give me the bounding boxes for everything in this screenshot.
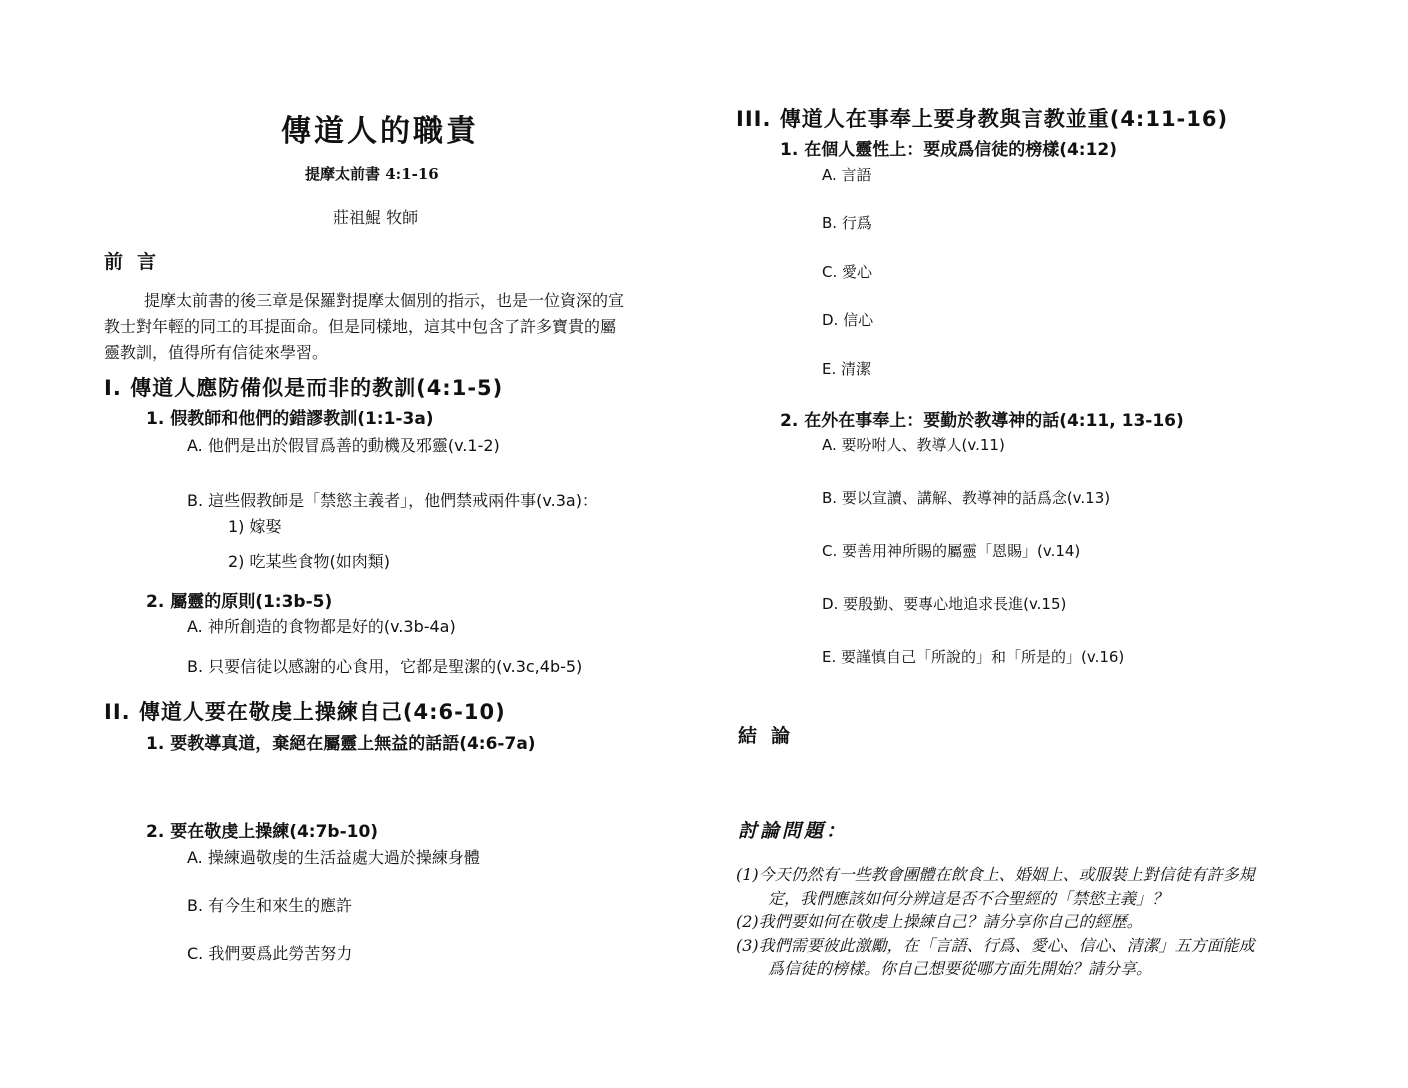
section-3-point-2-a: A. 要吩咐人、教導人(v.11) [822, 436, 1005, 454]
section-3-point-2-e: E. 要謹慎自己「所說的」和「所是的」(v.16) [822, 648, 1125, 666]
section-1-title: I. 傳道人應防備似是而非的教訓(4:1-5) [104, 376, 504, 400]
section-1-point-1-b-2: 2) 吃某些食物(如肉類) [228, 552, 390, 571]
section-2-title: II. 傳道人要在敬虔上操練自己(4:6-10) [104, 700, 506, 724]
author: 莊祖鯤 牧師 [333, 208, 419, 227]
section-1-point-1-b-1: 1) 嫁娶 [228, 517, 282, 536]
section-1-point-1-a: A. 他們是出於假冒爲善的動機及邪靈(v.1-2) [187, 436, 500, 455]
section-2-point-2: 2. 要在敬虔上操練(4:7b-10) [146, 822, 379, 842]
question-3-line-2: 爲信徒的榜樣。你自己想要從哪方面先開始？請分享。 [768, 959, 1153, 978]
section-3-point-2-b: B. 要以宣讀、講解、教導神的話爲念(v.13) [822, 489, 1111, 507]
section-3-point-1-c: C. 愛心 [822, 263, 873, 281]
scripture-reference: 提摩太前書 4:1-16 [305, 165, 439, 183]
section-1-point-1: 1. 假教師和他們的錯謬教訓(1:1-3a) [146, 409, 434, 429]
section-3-point-2-c: C. 要善用神所賜的屬靈「恩賜」(v.14) [822, 542, 1081, 560]
section-2-point-2-c: C. 我們要爲此勞苦努力 [187, 944, 353, 963]
question-1-line-2: 定，我們應該如何分辨這是否不合聖經的「禁慾主義」？ [768, 889, 1169, 908]
section-1-point-2: 2. 屬靈的原則(1:3b-5) [146, 592, 333, 612]
intro-line-1: 提摩太前書的後三章是保羅對提摩太個別的指示，也是一位資深的宣 [144, 291, 625, 310]
section-3-title: III. 傳道人在事奉上要身教與言教並重(4:11-16) [736, 107, 1229, 131]
question-2: (2)我們要如何在敬虔上操練自己？請分享你自己的經歷。 [736, 912, 1143, 931]
section-1-point-2-b: B. 只要信徒以感謝的心食用，它都是聖潔的(v.3c,4b-5) [187, 657, 583, 676]
section-2-point-1: 1. 要教導真道，棄絕在屬靈上無益的話語(4:6-7a) [146, 734, 536, 754]
section-2-point-2-a: A. 操練過敬虔的生活益處大過於操練身體 [187, 848, 480, 867]
section-3-point-1-e: E. 清潔 [822, 360, 872, 378]
section-3-point-1-a: A. 言語 [822, 166, 872, 184]
section-2-point-2-b: B. 有今生和來生的應許 [187, 896, 353, 915]
section-3-point-1-d: D. 信心 [822, 311, 874, 329]
intro-line-2: 教士對年輕的同工的耳提面命。但是同樣地，這其中包含了許多寶貴的屬 [104, 317, 617, 336]
intro-paragraph [104, 288, 684, 366]
intro-heading: 前言 [104, 251, 171, 273]
section-3-point-1-b: B. 行爲 [822, 214, 872, 232]
section-3-point-1: 1. 在個人靈性上：要成爲信徒的榜樣(4:12) [780, 140, 1118, 160]
question-3-line-1: (3)我們需要彼此激勵，在「言語、行爲、愛心、信心、清潔」五方面能成 [736, 936, 1255, 955]
section-1-point-2-a: A. 神所創造的食物都是好的(v.3b-4a) [187, 617, 456, 636]
conclusion-heading: 結論 [738, 725, 805, 747]
section-3-point-2-d: D. 要殷勤、要專心地追求長進(v.15) [822, 595, 1067, 613]
question-1-line-1: (1)今天仍然有一些教會團體在飲食上、婚姻上、或服裝上對信徒有許多規 [736, 865, 1255, 884]
page-title: 傳道人的職責 [281, 114, 479, 149]
discussion-heading: 討論問題： [738, 820, 849, 842]
intro-line-3: 靈教訓，值得所有信徒來學習。 [104, 343, 329, 362]
section-1-point-1-b: B. 這些假教師是「禁慾主義者」，他們禁戒兩件事(v.3a)： [187, 491, 598, 510]
section-3-point-2: 2. 在外在事奉上：要勤於教導神的話(4:11, 13-16) [780, 411, 1184, 431]
